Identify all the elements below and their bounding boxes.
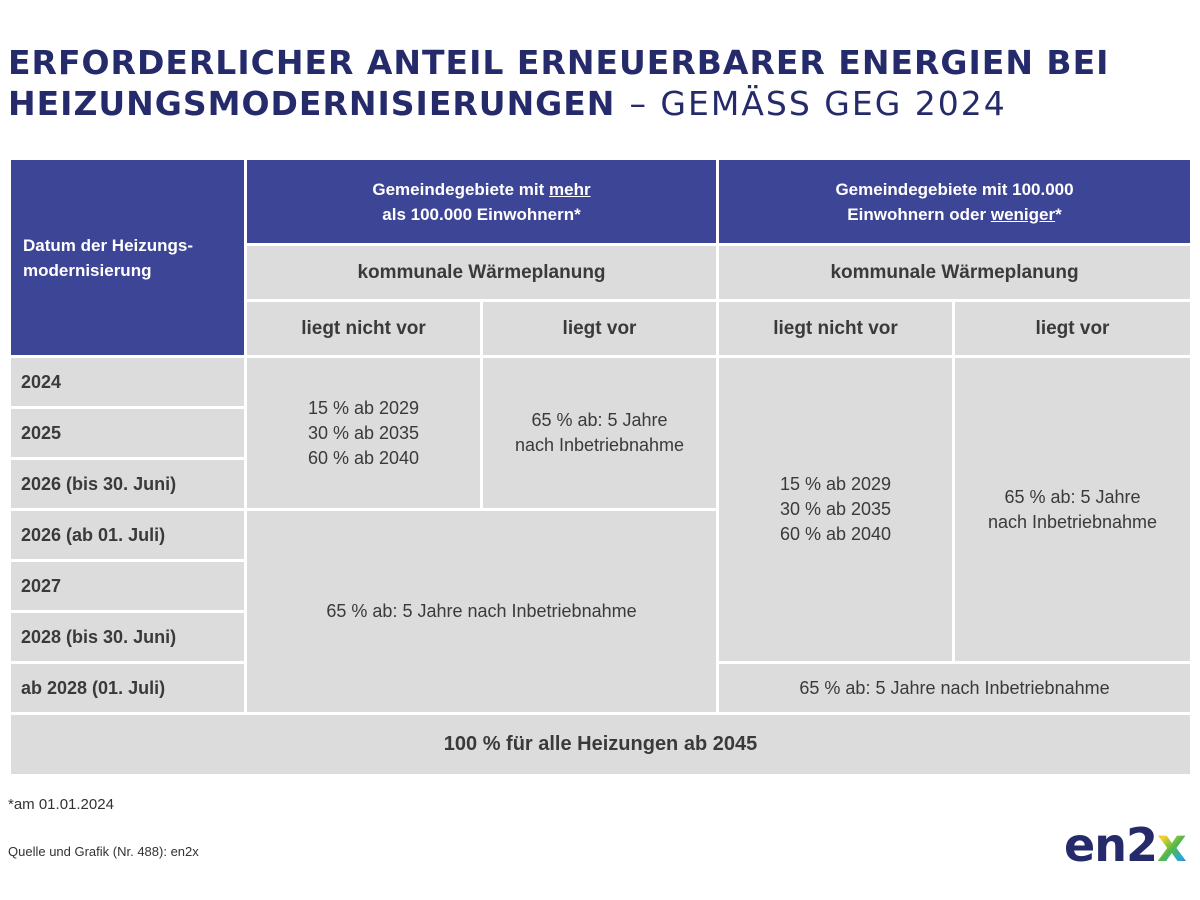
underlined-less: weniger: [990, 204, 1056, 224]
en2x-logo: en2x: [1064, 818, 1186, 872]
cell-more-not-present-staged: 15 % ab 2029 30 % ab 2035 60 % ab 2040: [246, 357, 482, 510]
title-subtitle: – GEMÄSS GEG 2024: [629, 84, 1007, 123]
cell-less-65-all: 65 % ab: 5 Jahre nach Inbetriebnahme: [718, 663, 1192, 714]
year-row-label: 2025: [10, 408, 246, 459]
cell-more-65-all: 65 % ab: 5 Jahre nach Inbetriebnahme: [246, 510, 718, 714]
group-header-less: Gemeindegebiete mit 100.000 Einwohnern oder weniger*: [718, 159, 1192, 245]
title-line-2: [8, 83, 1109, 124]
source-credit: Quelle und Grafik (Nr. 488): en2x: [8, 844, 199, 859]
group-header-more: Gemeindegebiete mit mehr als 100.000 Einwohnern*: [246, 159, 718, 245]
cell-less-present-65: 65 % ab: 5 Jahre nach Inbetriebnahme: [954, 357, 1192, 663]
requirements-table: [8, 157, 1193, 777]
cell-more-present-65: 65 % ab: 5 Jahre nach Inbetriebnahme: [482, 357, 718, 510]
year-row-label: 2026 (bis 30. Juni): [10, 459, 246, 510]
year-row-label: 2026 (ab 01. Juli): [10, 510, 246, 561]
cell-less-not-present-staged: 15 % ab 2029 30 % ab 2035 60 % ab 2040: [718, 357, 954, 663]
year-row-label: 2028 (bis 30. Juni): [10, 612, 246, 663]
year-row-label: 2027: [10, 561, 246, 612]
title-bold-part: HEIZUNGSMODERNISIERUNGEN: [8, 84, 616, 123]
title-line-1: ERFORDERLICHER ANTEIL ERNEUERBARER ENERGIEN BEI: [8, 43, 1110, 82]
year-row-label: 2024: [10, 357, 246, 408]
planning-header-less: kommunale Wärmeplanung: [718, 245, 1192, 301]
page-title: [8, 42, 1109, 124]
underlined-more: mehr: [549, 179, 591, 199]
col-more-present: liegt vor: [482, 301, 718, 357]
row-header-date: Datum der Heizungs-modernisierung: [10, 159, 246, 357]
col-less-not-present: liegt nicht vor: [718, 301, 954, 357]
col-more-not-present: liegt nicht vor: [246, 301, 482, 357]
planning-header-more: kommunale Wärmeplanung: [246, 245, 718, 301]
col-less-present: liegt vor: [954, 301, 1192, 357]
year-row-label: ab 2028 (01. Juli): [10, 663, 246, 714]
footnote: *am 01.01.2024: [8, 796, 114, 813]
total-row: 100 % für alle Heizungen ab 2045: [10, 714, 1192, 776]
